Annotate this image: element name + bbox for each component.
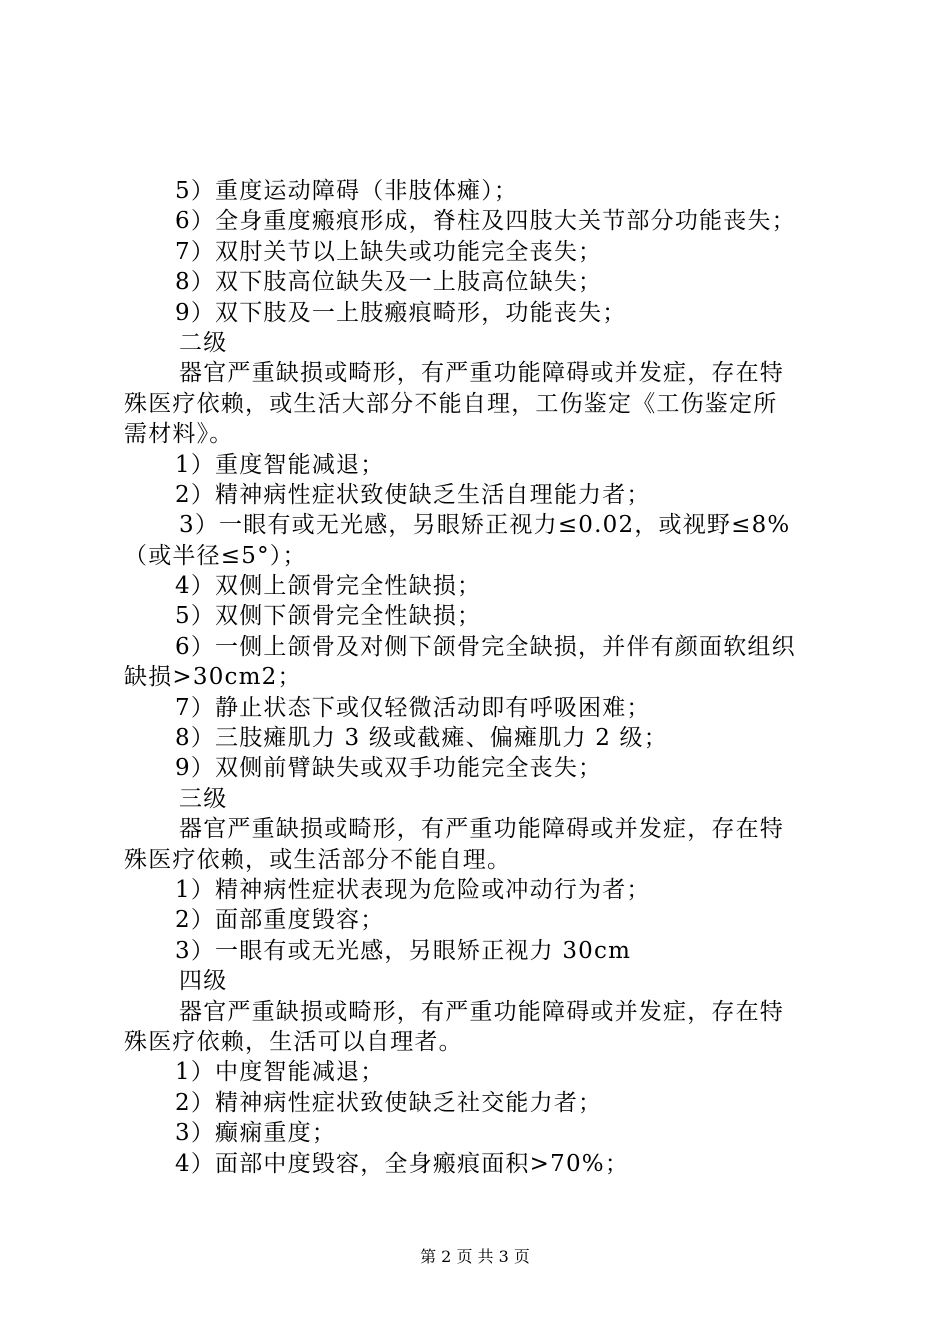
text-line: 殊医疗依赖，生活可以自理者。	[124, 1028, 463, 1055]
text-line: 殊医疗依赖，或生活部分不能自理。	[124, 846, 512, 873]
text-line: 三级	[179, 785, 228, 812]
text-line: 9）双侧前臂缺失或双手功能完全丧失；	[175, 755, 603, 782]
document-body	[124, 176, 838, 1179]
text-line: 1）中度智能减退；	[175, 1059, 385, 1086]
text-line: 器官严重缺损或畸形，有严重功能障碍或并发症，存在特	[179, 816, 784, 843]
text-line: 9）双下肢及一上肢瘢痕畸形，功能丧失；	[175, 299, 627, 326]
text-line: 8）三肢瘫肌力 3 级或截瘫、偏瘫肌力 2 级；	[175, 725, 668, 752]
text-line: 7）双肘关节以上缺失或功能完全丧失；	[175, 238, 603, 265]
text-line: 四级	[179, 968, 228, 995]
text-line: 器官严重缺损或畸形，有严重功能障碍或并发症，存在特	[179, 360, 784, 387]
text-line: 需材料》。	[124, 421, 234, 448]
text-line: 4）双侧上颌骨完全性缺损；	[175, 573, 482, 600]
text-line: 5）重度运动障碍（非肢体瘫）；	[175, 178, 519, 204]
text-line: 4）面部中度毁容，全身瘢痕面积>70%；	[175, 1150, 630, 1177]
text-line: 3）癫痫重度；	[175, 1120, 337, 1147]
text-line: 器官严重缺损或畸形，有严重功能障碍或并发症，存在特	[179, 998, 784, 1025]
text-line: 2）精神病性症状致使缺乏生活自理能力者；	[175, 481, 651, 508]
text-line: 2）面部重度毁容；	[175, 907, 385, 934]
text-line: 7）静止状态下或仅轻微活动即有呼吸困难；	[175, 694, 651, 721]
text-line: 二级	[179, 329, 228, 356]
text-line: 3）一眼有或无光感，另眼矫正视力≤0.02，或视野≤8%	[179, 512, 791, 539]
text-line: 6）一侧上颌骨及对侧下颌骨完全缺损，并伴有颜面软组织	[175, 633, 796, 660]
text-line: 3）一眼有或无光感，另眼矫正视力 30cm	[175, 937, 632, 964]
text-line: 殊医疗依赖，或生活大部分不能自理，工伤鉴定《工伤鉴定所	[124, 390, 778, 417]
text-line: 1）精神病性症状表现为危险或冲动行为者；	[175, 876, 651, 903]
text-line: 8）双下肢高位缺失及一上肢高位缺失；	[175, 269, 603, 296]
text-line: 缺损>30cm2；	[124, 664, 302, 691]
text-line: （或半径≤5°）；	[124, 542, 307, 569]
text-line: 6）全身重度瘢痕形成，脊柱及四肢大关节部分功能丧失；	[175, 208, 796, 235]
text-line: 2）精神病性症状致使缺乏社交能力者；	[175, 1089, 603, 1116]
text-line: 5）双侧下颌骨完全性缺损；	[175, 603, 482, 630]
page-footer: 第 2 页 共 3 页	[420, 1247, 530, 1266]
text-line: 1）重度智能减退；	[175, 451, 385, 478]
